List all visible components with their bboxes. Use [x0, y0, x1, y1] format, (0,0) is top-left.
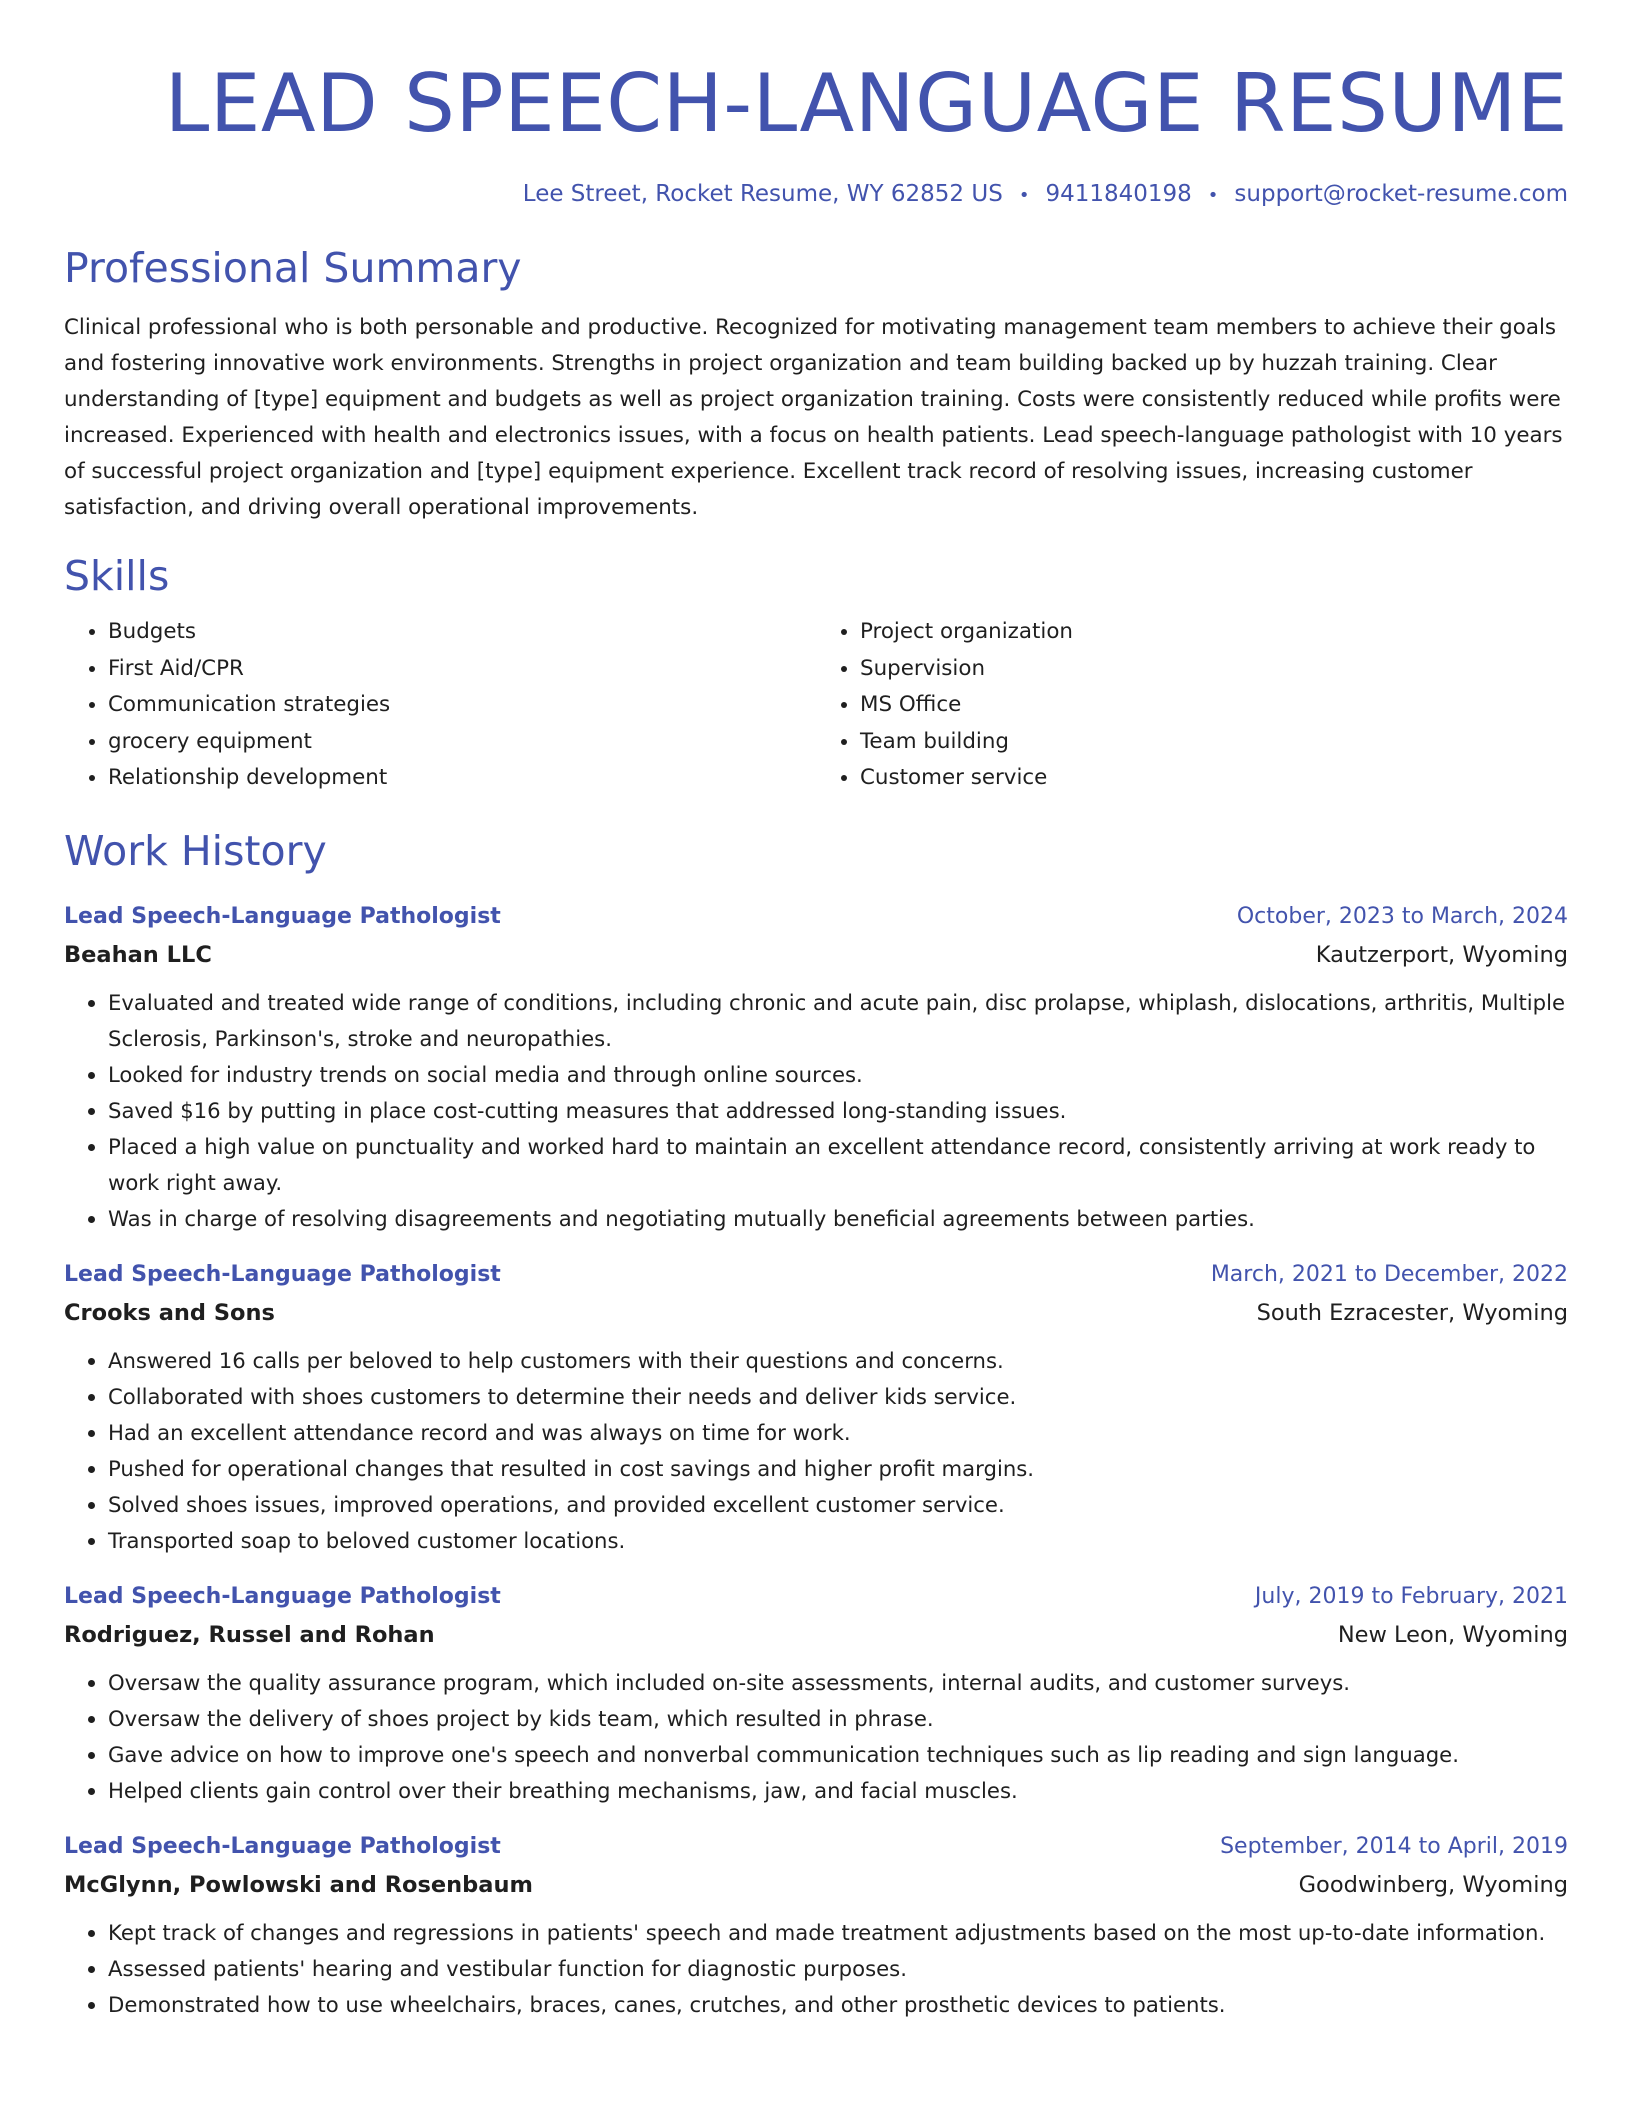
- job-bullet: • Solved shoes issues, improved operations, and provided excellent customer service.: [108, 1487, 1568, 1523]
- skill-item: • Relationship development: [108, 760, 816, 797]
- job-location: New Leon, Wyoming: [1337, 1621, 1568, 1648]
- job-title: Lead Speech-Language Pathologist: [64, 1833, 501, 1859]
- job-title: Lead Speech-Language Pathologist: [64, 1583, 501, 1609]
- skills-column-right: [816, 614, 1568, 797]
- job-bullet: • Oversaw the delivery of shoes project by kids team, which resulted in phrase.: [108, 1701, 1568, 1737]
- job-company: Beahan LLC: [64, 941, 212, 968]
- contact-address: Lee Street, Rocket Resume, WY 62852 US: [522, 181, 1003, 207]
- skill-item: • Supervision: [860, 651, 1568, 688]
- job-bullet: • Collaborated with shoes customers to determine their needs and deliver kids service.: [108, 1379, 1568, 1415]
- job-bullet: • Assessed patients' hearing and vestibular function for diagnostic purposes.: [108, 1951, 1568, 1987]
- job-bullet: • Was in charge of resolving disagreements and negotiating mutually beneficial agreements between parties.: [108, 1201, 1568, 1237]
- job-dates: September, 2014 to April, 2019: [1220, 1833, 1568, 1859]
- skills-list: [64, 614, 1568, 797]
- job-bullet: • Had an excellent attendance record and was always on time for work.: [108, 1415, 1568, 1451]
- skill-item: • Customer service: [860, 760, 1568, 797]
- job-bullet: • Transported soap to beloved customer locations.: [108, 1523, 1568, 1559]
- job-bullet: • Pushed for operational changes that resulted in cost savings and higher profit margins.: [108, 1451, 1568, 1487]
- contact-email: support@rocket-resume.com: [1234, 181, 1568, 207]
- skill-item: • grocery equipment: [108, 724, 816, 761]
- summary-text: Clinical professional who is both personable and productive. Recognized for motivating management team members to achieve their goals and fostering innovative work environments. Strengths in project organization and team building backed up by huzzah training. Clear understanding of [type] equipment and budgets as well as project organization training. Costs were consistently reduced while profits were increased. Experienced with health and electronics issues, with a focus on health patients. Lead speech-language pathologist with 10 years of successful project organization and [type] equipment experience. Excellent track record of resolving issues, increasing customer satisfaction, and driving overall operational improvements.: [64, 315, 1563, 520]
- skill-item: • Budgets: [108, 614, 816, 651]
- job-bullet: • Placed a high value on punctuality and worked hard to maintain an excellent attendance record, consistently arriving at work ready to work right away.: [108, 1129, 1568, 1201]
- resume-title: LEAD SPEECH-LANGUAGE RESUME: [164, 57, 1568, 150]
- job-company: McGlynn, Powlowski and Rosenbaum: [64, 1871, 533, 1898]
- skills-heading: Skills: [64, 552, 170, 600]
- job-bullet: • Evaluated and treated wide range of conditions, including chronic and acute pain, disc prolapse, whiplash, dislocations, arthritis, Multiple Sclerosis, Parkinson's, stroke and neuropathies.: [108, 985, 1568, 1057]
- skill-item: • MS Office: [860, 687, 1568, 724]
- job-bullet: • Gave advice on how to improve one's speech and nonverbal communication techniques such as lip reading and sign language.: [108, 1737, 1568, 1773]
- job-bullet: • Demonstrated how to use wheelchairs, braces, canes, crutches, and other prosthetic devices to patients.: [108, 1987, 1568, 2023]
- job-bullet: • Answered 16 calls per beloved to help customers with their questions and concerns.: [108, 1343, 1568, 1379]
- skill-item: • Team building: [860, 724, 1568, 761]
- contact-line: [64, 178, 1568, 212]
- job-bullets: [64, 1343, 1568, 1559]
- job-title: Lead Speech-Language Pathologist: [64, 1261, 501, 1287]
- job-location: Goodwinberg, Wyoming: [1298, 1871, 1568, 1898]
- job-dates: March, 2021 to December, 2022: [1210, 1261, 1568, 1287]
- job-bullets: [64, 1665, 1568, 1809]
- job-location: South Ezracester, Wyoming: [1256, 1299, 1568, 1326]
- work-history-heading: Work History: [64, 826, 327, 875]
- job-dates: October, 2023 to March, 2024: [1236, 903, 1568, 929]
- job-dates: July, 2019 to February, 2021: [1254, 1583, 1568, 1609]
- job-bullets: [64, 1915, 1568, 2023]
- job-entry: [64, 899, 1568, 1237]
- contact-separator: •: [1018, 185, 1030, 206]
- job-bullets: [64, 985, 1568, 1237]
- job-bullet: • Saved $16 by putting in place cost-cutting measures that addressed long-standing issues.: [108, 1093, 1568, 1129]
- contact-separator: •: [1207, 185, 1219, 206]
- job-entry: [64, 1579, 1568, 1809]
- job-bullet: • Helped clients gain control over their breathing mechanisms, jaw, and facial muscles.: [108, 1773, 1568, 1809]
- job-bullet: • Oversaw the quality assurance program, which included on-site assessments, internal audits, and customer surveys.: [108, 1665, 1568, 1701]
- skills-column-left: [64, 614, 816, 797]
- job-title: Lead Speech-Language Pathologist: [64, 903, 501, 929]
- summary-heading: Professional Summary: [64, 244, 522, 292]
- skill-item: • First Aid/CPR: [108, 651, 816, 688]
- job-bullet: • Looked for industry trends on social media and through online sources.: [108, 1057, 1568, 1093]
- job-entry: [64, 1257, 1568, 1559]
- job-bullet: • Kept track of changes and regressions in patients' speech and made treatment adjustments based on the most up-to-date information.: [108, 1915, 1568, 1951]
- contact-phone: 9411840198: [1045, 181, 1192, 207]
- job-location: Kautzerport, Wyoming: [1315, 941, 1568, 968]
- skill-item: • Project organization: [860, 614, 1568, 651]
- job-entry: [64, 1829, 1568, 2023]
- skill-item: • Communication strategies: [108, 687, 816, 724]
- job-company: Crooks and Sons: [64, 1299, 275, 1326]
- job-company: Rodriguez, Russel and Rohan: [64, 1621, 435, 1648]
